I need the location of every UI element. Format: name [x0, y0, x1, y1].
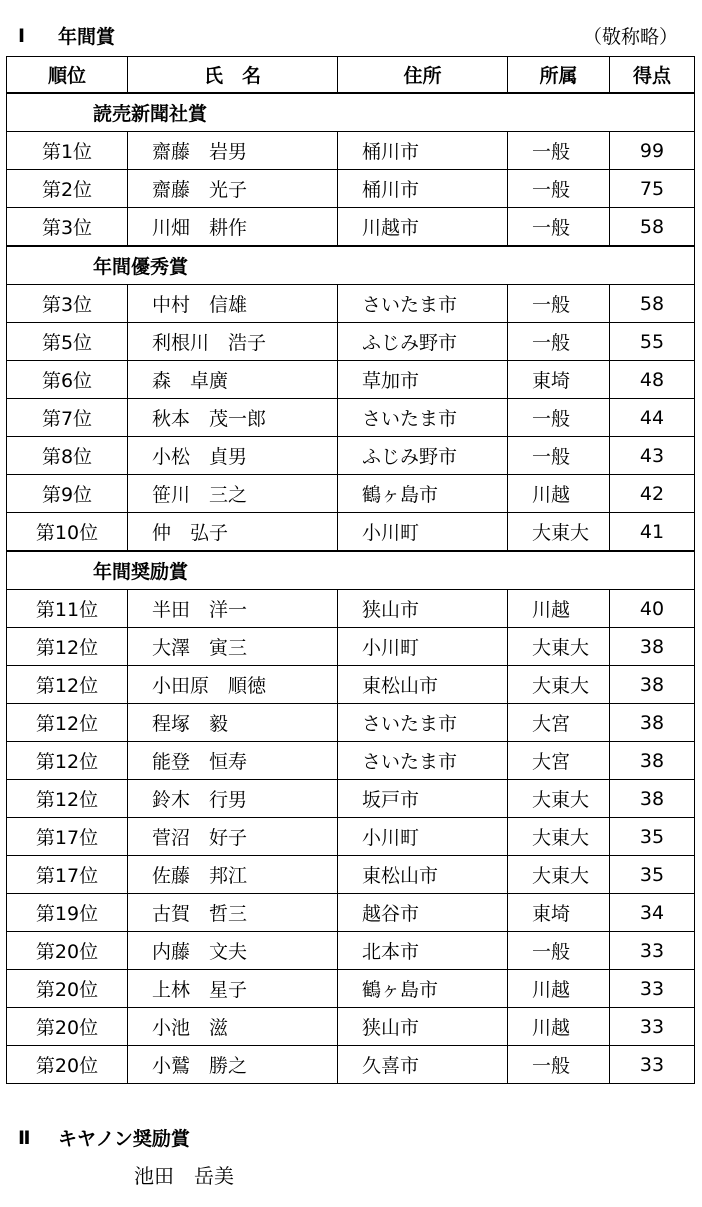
award-group-title: 年間優秀賞 [7, 246, 695, 285]
name-cell: 小松 貞男 [128, 437, 338, 475]
name-cell: 小田原 順徳 [128, 666, 338, 704]
name-cell: 仲 弘子 [128, 513, 338, 552]
address-cell: さいたま市 [338, 285, 508, 323]
table-row [7, 704, 695, 742]
rank-cell: 第12位 [7, 628, 128, 666]
rank-cell: 第3位 [7, 285, 128, 323]
affiliation-cell: 一般 [508, 437, 610, 475]
table-row [7, 932, 695, 970]
awards-table [6, 56, 695, 1084]
affiliation-cell: 一般 [508, 323, 610, 361]
name-cell: 川畑 耕作 [128, 208, 338, 247]
points-cell: 33 [610, 970, 695, 1008]
points-cell: 58 [610, 208, 695, 247]
points-cell: 43 [610, 437, 695, 475]
header-name: 氏 名 [128, 57, 338, 94]
points-cell: 99 [610, 132, 695, 170]
name-cell: 程塚 毅 [128, 704, 338, 742]
affiliation-cell: 大東大 [508, 628, 610, 666]
award-group-title: 年間奨励賞 [7, 551, 695, 590]
name-cell: 佐藤 邦江 [128, 856, 338, 894]
table-row [7, 1008, 695, 1046]
affiliation-cell: 川越 [508, 475, 610, 513]
affiliation-cell: 一般 [508, 399, 610, 437]
table-row [7, 856, 695, 894]
affiliation-cell: 一般 [508, 170, 610, 208]
rank-cell: 第12位 [7, 704, 128, 742]
affiliation-cell: 一般 [508, 932, 610, 970]
name-cell: 小池 滋 [128, 1008, 338, 1046]
award-group-title: 読売新聞社賞 [7, 93, 695, 132]
table-header-row [7, 57, 695, 94]
rank-cell: 第17位 [7, 856, 128, 894]
section-1-number: Ⅰ [18, 24, 26, 47]
affiliation-cell: 大東大 [508, 513, 610, 552]
points-cell: 34 [610, 894, 695, 932]
rank-cell: 第10位 [7, 513, 128, 552]
table-row [7, 437, 695, 475]
name-cell: 大澤 寅三 [128, 628, 338, 666]
name-cell: 内藤 文夫 [128, 932, 338, 970]
table-row [7, 970, 695, 1008]
points-cell: 41 [610, 513, 695, 552]
rank-cell: 第7位 [7, 399, 128, 437]
points-cell: 38 [610, 742, 695, 780]
name-cell: 小鷲 勝之 [128, 1046, 338, 1084]
points-cell: 58 [610, 285, 695, 323]
award-group-row [7, 551, 695, 590]
award-group-row [7, 246, 695, 285]
affiliation-cell: 大宮 [508, 742, 610, 780]
address-cell: 北本市 [338, 932, 508, 970]
name-cell: 能登 恒寿 [128, 742, 338, 780]
points-cell: 33 [610, 1008, 695, 1046]
table-row [7, 323, 695, 361]
section-2-number: Ⅱ [18, 1126, 31, 1149]
rank-cell: 第12位 [7, 666, 128, 704]
address-cell: さいたま市 [338, 399, 508, 437]
table-row [7, 780, 695, 818]
canon-award-recipient: 池田 岳美 [134, 1164, 234, 1188]
address-cell: 草加市 [338, 361, 508, 399]
header-affiliation: 所属 [508, 57, 610, 94]
affiliation-cell: 一般 [508, 132, 610, 170]
address-cell: 桶川市 [338, 132, 508, 170]
rank-cell: 第20位 [7, 970, 128, 1008]
header-address: 住所 [338, 57, 508, 94]
name-cell: 古賀 哲三 [128, 894, 338, 932]
section-2-heading [18, 1124, 190, 1151]
rank-cell: 第20位 [7, 932, 128, 970]
points-cell: 38 [610, 780, 695, 818]
rank-cell: 第8位 [7, 437, 128, 475]
affiliation-cell: 一般 [508, 285, 610, 323]
table-row [7, 285, 695, 323]
name-cell: 利根川 浩子 [128, 323, 338, 361]
address-cell: 小川町 [338, 513, 508, 552]
points-cell: 40 [610, 590, 695, 628]
affiliation-cell: 大東大 [508, 856, 610, 894]
points-cell: 38 [610, 704, 695, 742]
rank-cell: 第9位 [7, 475, 128, 513]
table-row [7, 399, 695, 437]
rank-cell: 第1位 [7, 132, 128, 170]
section-2-title: キヤノン奨励賞 [58, 1128, 190, 1150]
table-row [7, 513, 695, 552]
table-row [7, 894, 695, 932]
address-cell: 狭山市 [338, 590, 508, 628]
points-cell: 38 [610, 666, 695, 704]
points-cell: 75 [610, 170, 695, 208]
address-cell: 久喜市 [338, 1046, 508, 1084]
name-cell: 鈴木 行男 [128, 780, 338, 818]
table-body [7, 93, 695, 1084]
address-cell: 東松山市 [338, 856, 508, 894]
affiliation-cell: 一般 [508, 208, 610, 247]
table-row [7, 132, 695, 170]
points-cell: 44 [610, 399, 695, 437]
affiliation-cell: 川越 [508, 1008, 610, 1046]
affiliation-cell: 東埼 [508, 361, 610, 399]
address-cell: 鶴ヶ島市 [338, 970, 508, 1008]
name-cell: 中村 信雄 [128, 285, 338, 323]
address-cell: 小川町 [338, 628, 508, 666]
address-cell: 川越市 [338, 208, 508, 247]
address-cell: 鶴ヶ島市 [338, 475, 508, 513]
points-cell: 38 [610, 628, 695, 666]
rank-cell: 第3位 [7, 208, 128, 247]
address-cell: ふじみ野市 [338, 323, 508, 361]
table-row [7, 742, 695, 780]
rank-cell: 第12位 [7, 780, 128, 818]
points-cell: 55 [610, 323, 695, 361]
address-cell: 越谷市 [338, 894, 508, 932]
affiliation-cell: 東埼 [508, 894, 610, 932]
table-row [7, 170, 695, 208]
name-cell: 森 卓廣 [128, 361, 338, 399]
address-cell: さいたま市 [338, 742, 508, 780]
affiliation-cell: 一般 [508, 1046, 610, 1084]
rank-cell: 第5位 [7, 323, 128, 361]
table-row [7, 818, 695, 856]
table-row [7, 1046, 695, 1084]
rank-cell: 第20位 [7, 1008, 128, 1046]
address-cell: 東松山市 [338, 666, 508, 704]
rank-cell: 第12位 [7, 742, 128, 780]
name-cell: 齋藤 岩男 [128, 132, 338, 170]
table-row [7, 590, 695, 628]
rank-cell: 第17位 [7, 818, 128, 856]
points-cell: 42 [610, 475, 695, 513]
address-cell: さいたま市 [338, 704, 508, 742]
rank-cell: 第11位 [7, 590, 128, 628]
points-cell: 48 [610, 361, 695, 399]
affiliation-cell: 川越 [508, 970, 610, 1008]
affiliation-cell: 大東大 [508, 780, 610, 818]
table-row [7, 208, 695, 247]
address-cell: 小川町 [338, 818, 508, 856]
header-points: 得点 [610, 57, 695, 94]
honorific-note: （敬称略） [582, 26, 678, 48]
table-row [7, 361, 695, 399]
header-rank: 順位 [7, 57, 128, 94]
affiliation-cell: 大東大 [508, 818, 610, 856]
points-cell: 33 [610, 1046, 695, 1084]
name-cell: 半田 洋一 [128, 590, 338, 628]
affiliation-cell: 大宮 [508, 704, 610, 742]
affiliation-cell: 川越 [508, 590, 610, 628]
award-group-row [7, 93, 695, 132]
points-cell: 35 [610, 818, 695, 856]
table-row [7, 475, 695, 513]
section-1-title: 年間賞 [58, 26, 116, 48]
name-cell: 齋藤 光子 [128, 170, 338, 208]
name-cell: 上林 星子 [128, 970, 338, 1008]
rank-cell: 第20位 [7, 1046, 128, 1084]
name-cell: 秋本 茂一郎 [128, 399, 338, 437]
name-cell: 菅沼 好子 [128, 818, 338, 856]
address-cell: 桶川市 [338, 170, 508, 208]
table-row [7, 666, 695, 704]
rank-cell: 第6位 [7, 361, 128, 399]
address-cell: 坂戸市 [338, 780, 508, 818]
rank-cell: 第19位 [7, 894, 128, 932]
affiliation-cell: 大東大 [508, 666, 610, 704]
address-cell: ふじみ野市 [338, 437, 508, 475]
address-cell: 狭山市 [338, 1008, 508, 1046]
rank-cell: 第2位 [7, 170, 128, 208]
name-cell: 笹川 三之 [128, 475, 338, 513]
points-cell: 35 [610, 856, 695, 894]
points-cell: 33 [610, 932, 695, 970]
table-row [7, 628, 695, 666]
section-1-heading [18, 22, 115, 49]
